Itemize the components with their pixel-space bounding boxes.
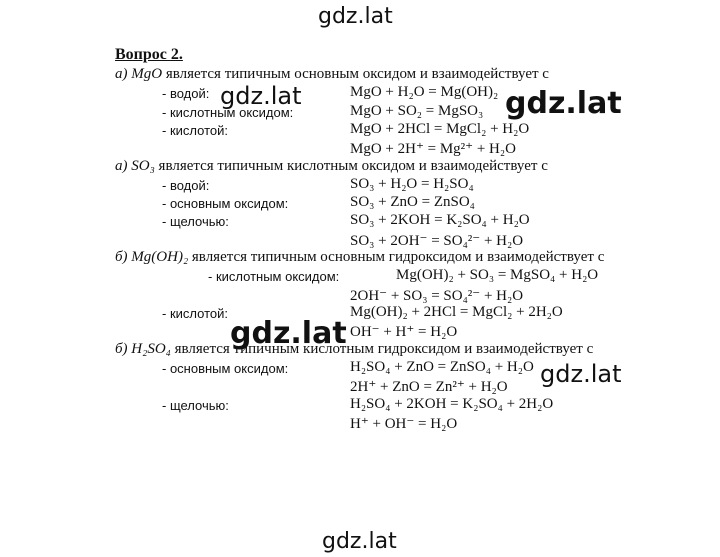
section-subject: б) H₂SO₄: [115, 341, 171, 357]
reaction-label: - кислотой:: [162, 306, 228, 321]
reaction-label: - основным оксидом:: [162, 361, 289, 376]
reaction-label: - кислотой:: [162, 123, 228, 138]
watermark: gdz.lat: [505, 86, 622, 121]
section-intro-text: является типичным основным оксидом и взаимодействует с: [162, 66, 549, 82]
equation: OH⁻ + H⁺ = H₂O: [350, 324, 458, 340]
equation: SO₃ + ZnO = ZnSO₄: [350, 194, 475, 210]
section-subject: а) MgO: [115, 66, 163, 82]
section-intro-text: является типичным кислотным гидроксидом и взаимодействует с: [170, 341, 594, 357]
watermark: gdz.lat: [230, 316, 347, 351]
equation: 2H⁺ + ZnO = Zn²⁺ + H₂O: [350, 379, 508, 395]
reaction-label: - водой:: [162, 86, 210, 101]
section-intro-text: является типичным кислотным оксидом и взаимодействует с: [154, 158, 548, 174]
section-so3-intro: [115, 158, 548, 175]
reaction-label: - щелочью:: [162, 398, 229, 413]
equation: Mg(OH)₂ + SO₃ = MgSO₄ + H₂O: [396, 267, 599, 283]
section-mgoh2-intro: [115, 249, 604, 266]
reaction-label: - основным оксидом:: [162, 196, 289, 211]
equation: MgO + H₂O = Mg(OH)₂: [350, 84, 499, 100]
reaction-label: - водой:: [162, 178, 210, 193]
section-mgo-intro: [115, 66, 549, 83]
section-subject: б) Mg(OH)₂: [115, 249, 189, 265]
question-heading: Вопрос 2.: [115, 46, 183, 63]
equation: Mg(OH)₂ + 2HCl = MgCl₂ + 2H₂O: [350, 304, 563, 320]
equation: SO₃ + H₂O = H₂SO₄: [350, 176, 474, 192]
reaction-label: - кислотным оксидом:: [208, 269, 340, 284]
equation: MgO + 2HCl = MgCl₂ + H₂O: [350, 121, 530, 137]
equation: 2OH⁻ + SO₃ = SO₄²⁻ + H₂O: [350, 288, 524, 304]
equation: SO₃ + 2OH⁻ = SO₄²⁻ + H₂O: [350, 233, 524, 249]
reaction-label: - кислотным оксидом:: [162, 105, 294, 120]
equation: H⁺ + OH⁻ = H₂O: [350, 416, 458, 432]
section-intro-text: является типичным основным гидроксидом и взаимодействует с: [188, 249, 605, 265]
section-subject: а) SO₃: [115, 158, 155, 174]
watermark: gdz.lat: [220, 82, 302, 110]
reaction-label: - щелочью:: [162, 214, 229, 229]
equation: SO₃ + 2KOH = K₂SO₄ + H₂O: [350, 212, 530, 228]
equation: H₂SO₄ + 2KOH = K₂SO₄ + 2H₂O: [350, 396, 554, 412]
watermark: gdz.lat: [322, 529, 397, 554]
equation: MgO + SO₂ = MgSO₃: [350, 103, 484, 119]
equation: MgO + 2H⁺ = Mg²⁺ + H₂O: [350, 141, 516, 157]
watermark: gdz.lat: [318, 4, 393, 29]
section-h2so4-intro: [115, 341, 593, 358]
equation: H₂SO₄ + ZnO = ZnSO₄ + H₂O: [350, 359, 534, 375]
watermark: gdz.lat: [540, 360, 622, 388]
